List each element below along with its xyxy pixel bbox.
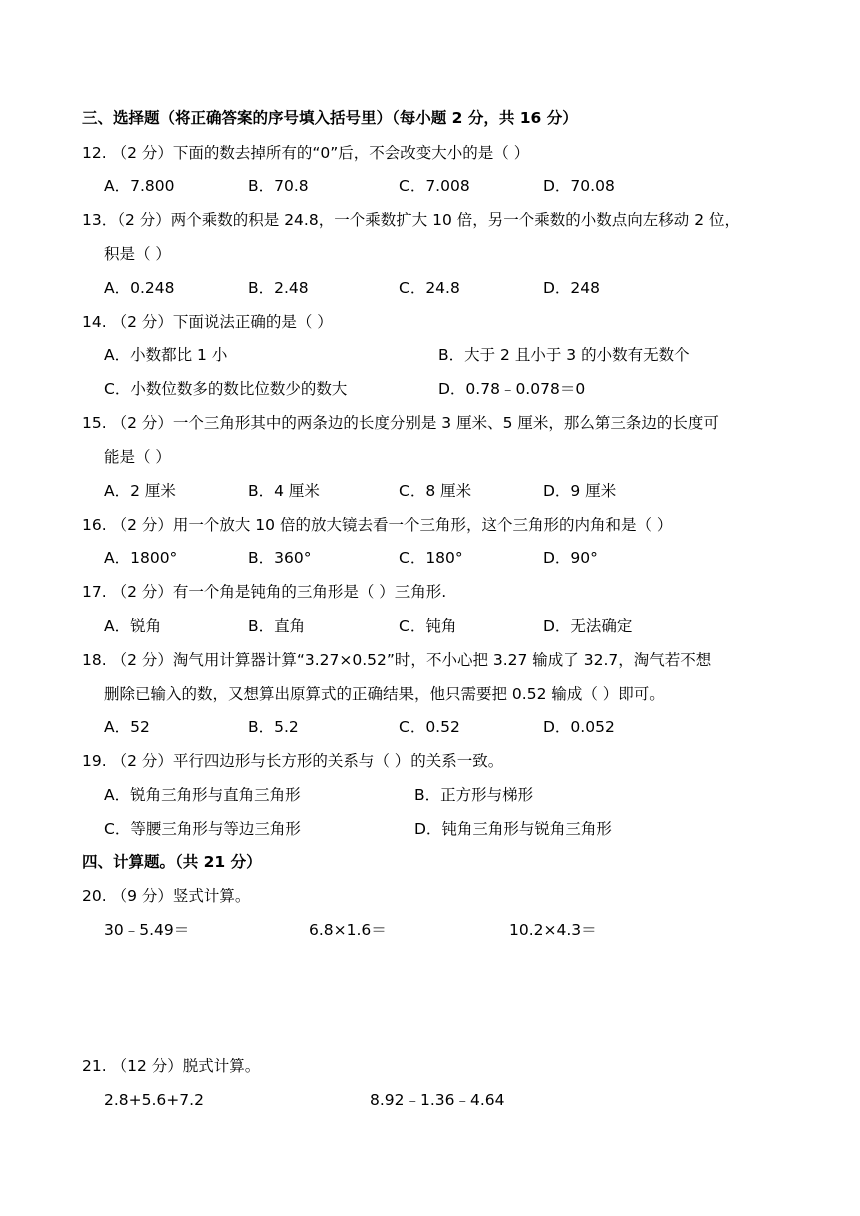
question-15-option-d: D．9 厘米 — [543, 482, 617, 500]
question-15-option-c: C．8 厘米 — [399, 482, 472, 500]
question-13-text-line-2: 积是（ ） — [104, 245, 171, 263]
question-15-text-line-2: 能是（ ） — [104, 448, 171, 466]
question-13-option-c: C．24.8 — [399, 279, 460, 297]
question-19-option-d: D．钝角三角形与锐角三角形 — [414, 820, 612, 838]
question-15-text-line-1: 15. （2 分）一个三角形其中的两条边的长度分别是 3 厘米、5 厘米，那么第三条边的长度可 — [82, 414, 719, 432]
question-16-option-a: A．1800° — [104, 549, 178, 567]
question-18-option-c: C．0.52 — [399, 718, 460, 736]
question-18-option-d: D．0.052 — [543, 718, 615, 736]
question-12-option-d: D．70.08 — [543, 177, 615, 195]
question-14-option-c: C．小数位数多的数比位数少的数大 — [104, 380, 348, 398]
question-16-text: 16. （2 分）用一个放大 10 倍的放大镜去看一个三角形，这个三角形的内角和是（ ） — [82, 516, 673, 534]
question-12-option-c: C．7.008 — [399, 177, 470, 195]
question-17-option-a: A．锐角 — [104, 617, 162, 635]
question-19-text: 19. （2 分）平行四边形与长方形的关系与（ ）的关系一致。 — [82, 752, 504, 770]
question-21-text: 21. （12 分）脱式计算。 — [82, 1057, 261, 1075]
question-19-option-a: A．锐角三角形与直角三角形 — [104, 786, 301, 804]
question-18-option-a: A．52 — [104, 718, 150, 736]
question-20-text: 20. （9 分）竖式计算。 — [82, 887, 251, 905]
question-18-text-line-1: 18. （2 分）淘气用计算器计算“3.27×0.52”时，不小心把 3.27 输成了 32.7，淘气若不想 — [82, 651, 712, 669]
question-18-option-b: B．5.2 — [248, 718, 299, 736]
question-16-option-b: B．360° — [248, 549, 312, 567]
question-19-option-b: B．正方形与梯形 — [414, 786, 534, 804]
question-20-item-2: 6.8×1.6＝ — [309, 921, 387, 939]
question-12-text: 12. （2 分）下面的数去掉所有的“0”后，不会改变大小的是（ ） — [82, 144, 530, 162]
question-13-option-d: D．248 — [543, 279, 601, 297]
question-13-text-line-1: 13．（2 分）两个乘数的积是 24.8，一个乘数扩大 10 倍，另一个乘数的小数点向左移动 2 位， — [82, 211, 740, 229]
section-4-heading: 四、计算题。（共 21 分） — [82, 853, 262, 871]
question-21-item-2: 8.92﹣1.36﹣4.64 — [370, 1091, 505, 1109]
question-18-text-line-2: 删除已输入的数，又想算出原算式的正确结果，他只需要把 0.52 输成（ ）即可。 — [104, 685, 665, 703]
question-16-option-c: C．180° — [399, 549, 463, 567]
section-3-heading: 三、选择题（将正确答案的序号填入括号里）（每小题 2 分，共 16 分） — [82, 109, 578, 127]
question-14-option-a: A．小数都比 1 小 — [104, 346, 228, 364]
question-14-option-d: D．0.78﹣0.078＝0 — [438, 380, 586, 398]
question-20-item-1: 30﹣5.49＝ — [104, 921, 190, 939]
question-12-option-b: B．70.8 — [248, 177, 309, 195]
question-17-option-c: C．钝角 — [399, 617, 457, 635]
question-17-option-b: B．直角 — [248, 617, 306, 635]
question-16-option-d: D．90° — [543, 549, 598, 567]
question-17-text: 17. （2 分）有一个角是钝角的三角形是（ ）三角形. — [82, 583, 447, 601]
question-14-text: 14. （2 分）下面说法正确的是（ ） — [82, 313, 333, 331]
question-14-option-b: B．大于 2 且小于 3 的小数有无数个 — [438, 346, 690, 364]
question-20-item-3: 10.2×4.3＝ — [509, 921, 597, 939]
question-13-option-b: B．2.48 — [248, 279, 309, 297]
question-19-option-c: C．等腰三角形与等边三角形 — [104, 820, 301, 838]
question-15-option-b: B．4 厘米 — [248, 482, 320, 500]
question-17-option-d: D．无法确定 — [543, 617, 633, 635]
question-12-option-a: A．7.800 — [104, 177, 175, 195]
question-15-option-a: A．2 厘米 — [104, 482, 176, 500]
question-21-item-1: 2.8+5.6+7.2 — [104, 1091, 204, 1109]
question-13-option-a: A．0.248 — [104, 279, 175, 297]
